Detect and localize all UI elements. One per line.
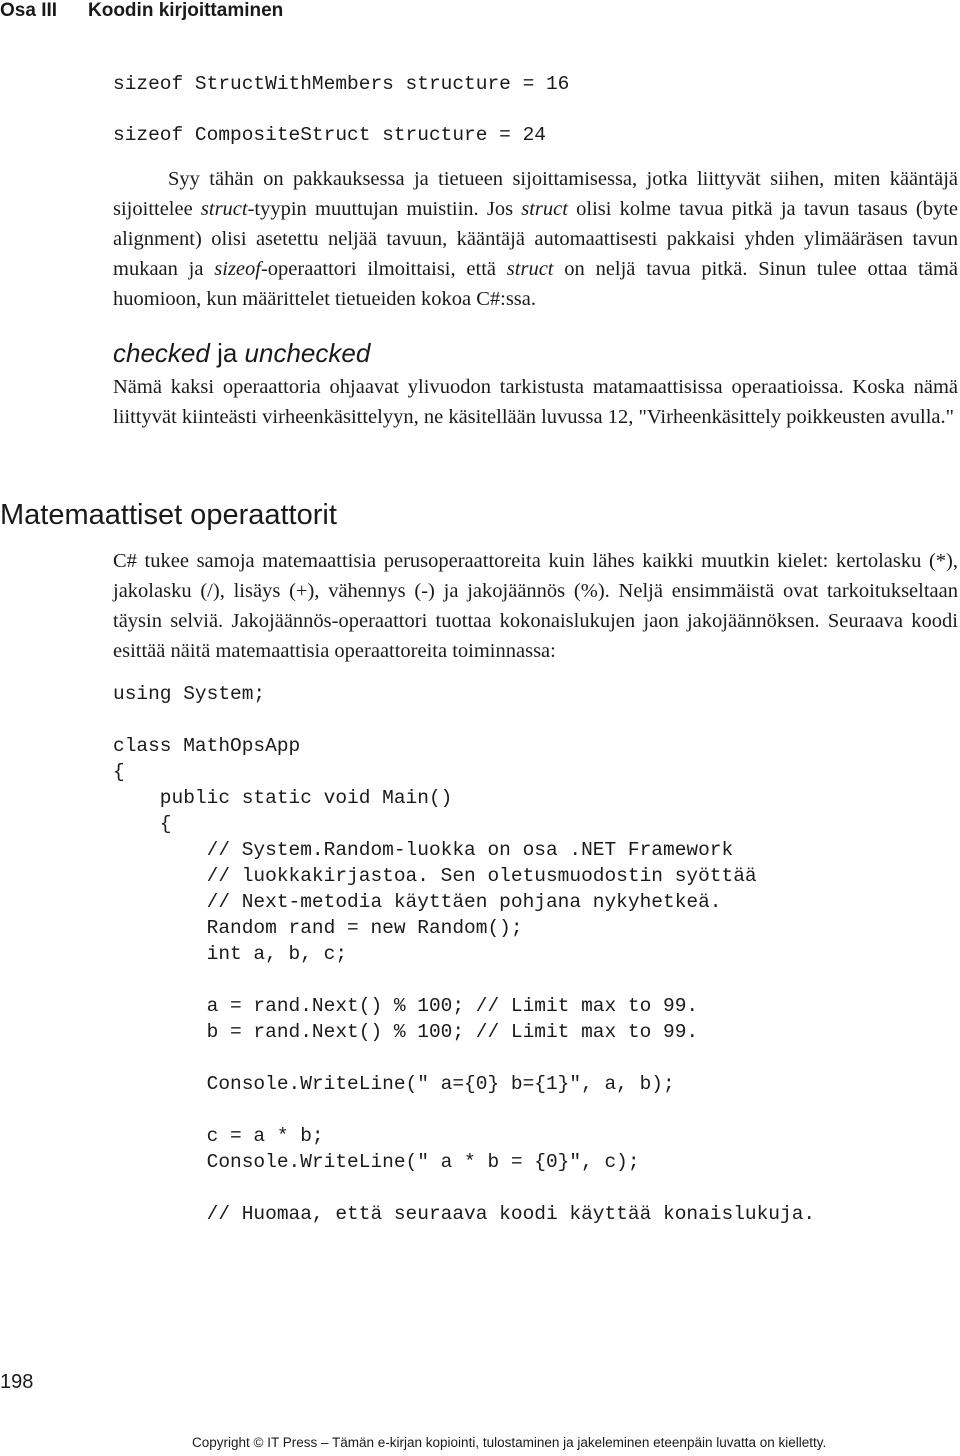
code-listing: using System; class MathOpsApp { public static void Main() { // System.Random-luokka on osa .NET Framework // luokkakirjastoa. Sen oletusmuodostin syöttää // Next-metodia käyttäen pohjana nykyhetkeä. Random rand = new Random(); int a, b, c; a = rand.Next() % 100; // Limit max to 99. b = rand.Next() % 100; // Limit max to 99. Console.WriteLine(" a={0} b={1}", a, b); c = a * b; Console.WriteLine(" a * b = {0}", c); // Huomaa, että seuraava koodi käyttää konaislukuja. bbox=[113, 683, 816, 1225]
chapter-title: Koodin kirjoittaminen bbox=[88, 0, 284, 21]
paragraph-packing: Syy tähän on pakkauksessa ja tietueen sijoittamisessa, jotka liittyvät siihen, miten kääntäjä sijoittelee struct-tyypin muuttujan muistiin. Jos struct olisi kolme tavua pitkä ja tavun tasaus (byte alignment) olisi asetettu neljää tavuun, kääntäjä automaattisesti pakkaisi yhden ylimääräsen tavun mukaan ja sizeof-operaattori ilmoittaisi, että struct on neljä tavua pitkä. Sinun tulee ottaa tämä huomioon, kun määrittelet tietueiden kokoa C#:ssa. bbox=[113, 168, 958, 310]
running-header bbox=[0, 0, 283, 22]
section-subheading: checked ja unchecked bbox=[113, 338, 371, 368]
part-label: Osa III bbox=[0, 0, 58, 21]
section-heading: Matemaattiset operaattorit bbox=[0, 499, 337, 531]
copyright-footer: Copyright © IT Press – Tämän e-kirjan kopiointi, tulostaminen ja jakeleminen eteenpäin luvatta on kielletty. bbox=[192, 1435, 827, 1450]
paragraph-math-operators: C# tukee samoja matemaattisia perusoperaattoreita kuin lähes kaikki muutkin kielet: kertolasku (*), jakolasku (/), lisäys (+), vähennys (-) ja jakojäännös (%). Neljä ensimmäistä ovat tarkoitukseltaan täysin selviä. Jakojäännös-operaattori tuottaa kokonaislukujen jaon jakojäännöksen. Seuraava koodi esittää näitä matemaattisia operaattoreita toiminnassa: bbox=[113, 550, 958, 662]
output-line-1: sizeof StructWithMembers structure = 16 bbox=[113, 73, 570, 95]
paragraph-checked: Nämä kaksi operaattoria ohjaavat ylivuodon tarkistusta matamaattisissa operaatioissa. Koska nämä liittyvät kiinteästi virheenkäsittelyyn, ne käsitellään luvussa 12, "Virheenkäsittely poikkeusten avulla." bbox=[113, 376, 958, 428]
page-number: 198 bbox=[0, 1371, 34, 1393]
output-line-2: sizeof CompositeStruct structure = 24 bbox=[113, 124, 546, 146]
